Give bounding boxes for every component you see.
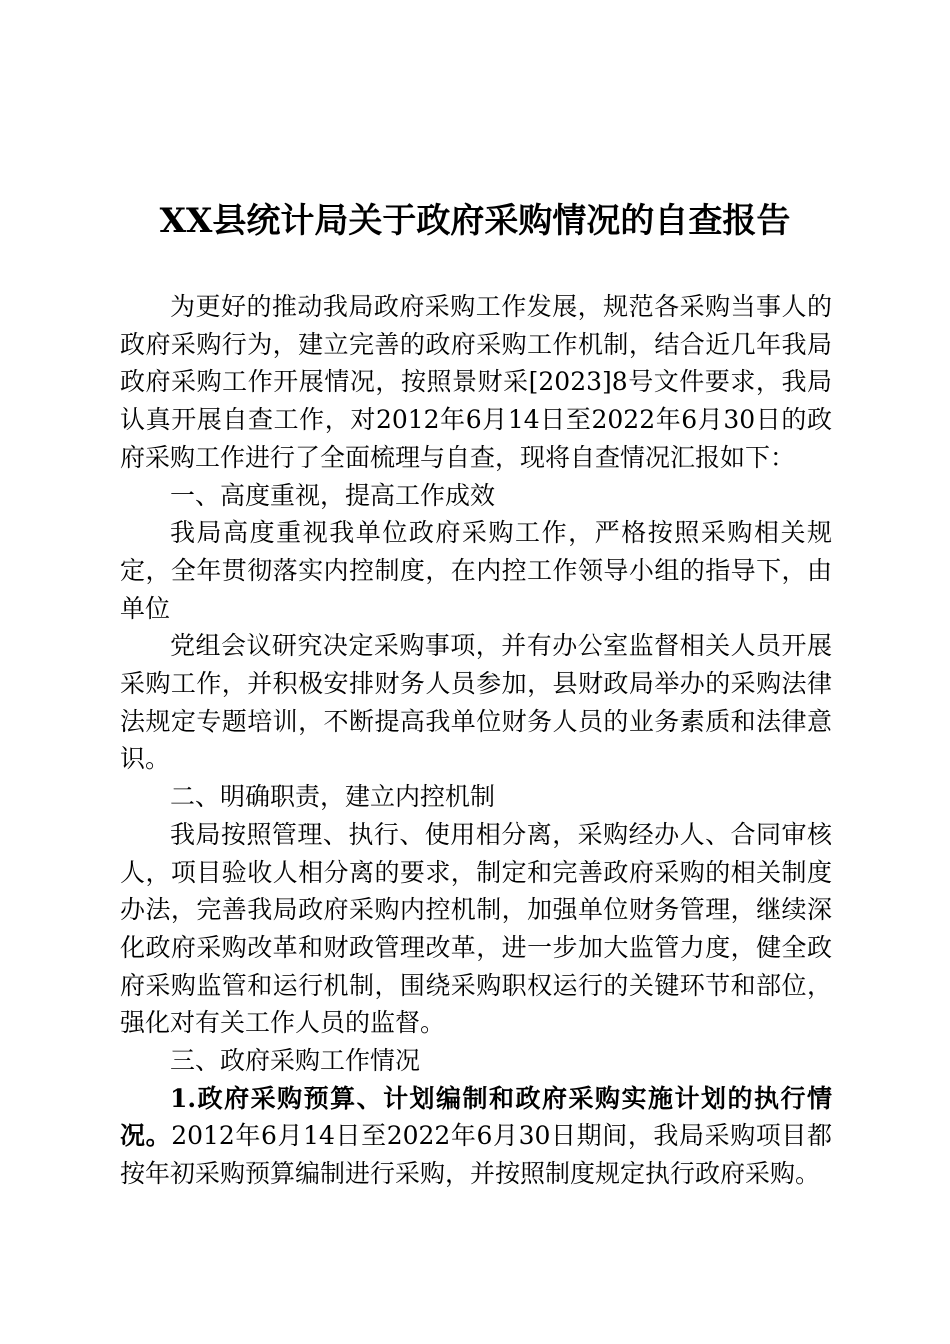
section-3-item-1-text: 2012年6月14日至2022年6月30日期间，我局采购项目都按年初采购预算编制进行采购，并按照制度规定执行政府采购。 [120, 1121, 832, 1189]
section-2-paragraph-1: 我局按照管理、执行、使用相分离，采购经办人、合同审核人，项目验收人相分离的要求，制定和完善政府采购的相关制度办法，完善我局政府采购内控机制，加强单位财务管理，继续深化政府采购改革和财政管理改革，进一步加大监管力度，健全政府采购监管和运行机制，围绕采购职权运行的关键环节和部位，强化对有关工作人员的监督。 [120, 819, 832, 1038]
intro-paragraph: 为更好的推动我局政府采购工作发展，规范各采购当事人的政府采购行为，建立完善的政府采购工作机制，结合近几年我局政府采购工作开展情况，按照景财采[2023]8号文件要求，我局认真开展自查工作，对2012年6月14日至2022年6月30日的政府采购工作进行了全面梳理与自查，现将自查情况汇报如下： [120, 292, 832, 472]
section-3-item-1 [120, 1080, 832, 1193]
section-1-paragraph-2: 党组会议研究决定采购事项，并有办公室监督相关人员开展采购工作，并积极安排财务人员参加，县财政局举办的采购法律法规定专题培训，不断提高我单位财务人员的业务素质和法律意识。 [120, 631, 832, 774]
section-2-heading: 二、明确职责，建立内控机制 [170, 782, 496, 812]
document-title: XX县统计局关于政府采购情况的自查报告 [159, 201, 791, 241]
section-1-paragraph-1: 我局高度重视我单位政府采购工作，严格按照采购相关规定，全年贯彻落实内控制度，在内控工作领导小组的指导下，由单位 [120, 518, 832, 623]
document-body [120, 288, 832, 1193]
section-3-heading: 三、政府采购工作情况 [170, 1046, 421, 1076]
section-1-heading: 一、高度重视，提高工作成效 [170, 480, 496, 510]
section-3-item-1-lead: 1.政府采购预算、计划编制和政府采购实施计划的执行情况。 [120, 1083, 832, 1151]
